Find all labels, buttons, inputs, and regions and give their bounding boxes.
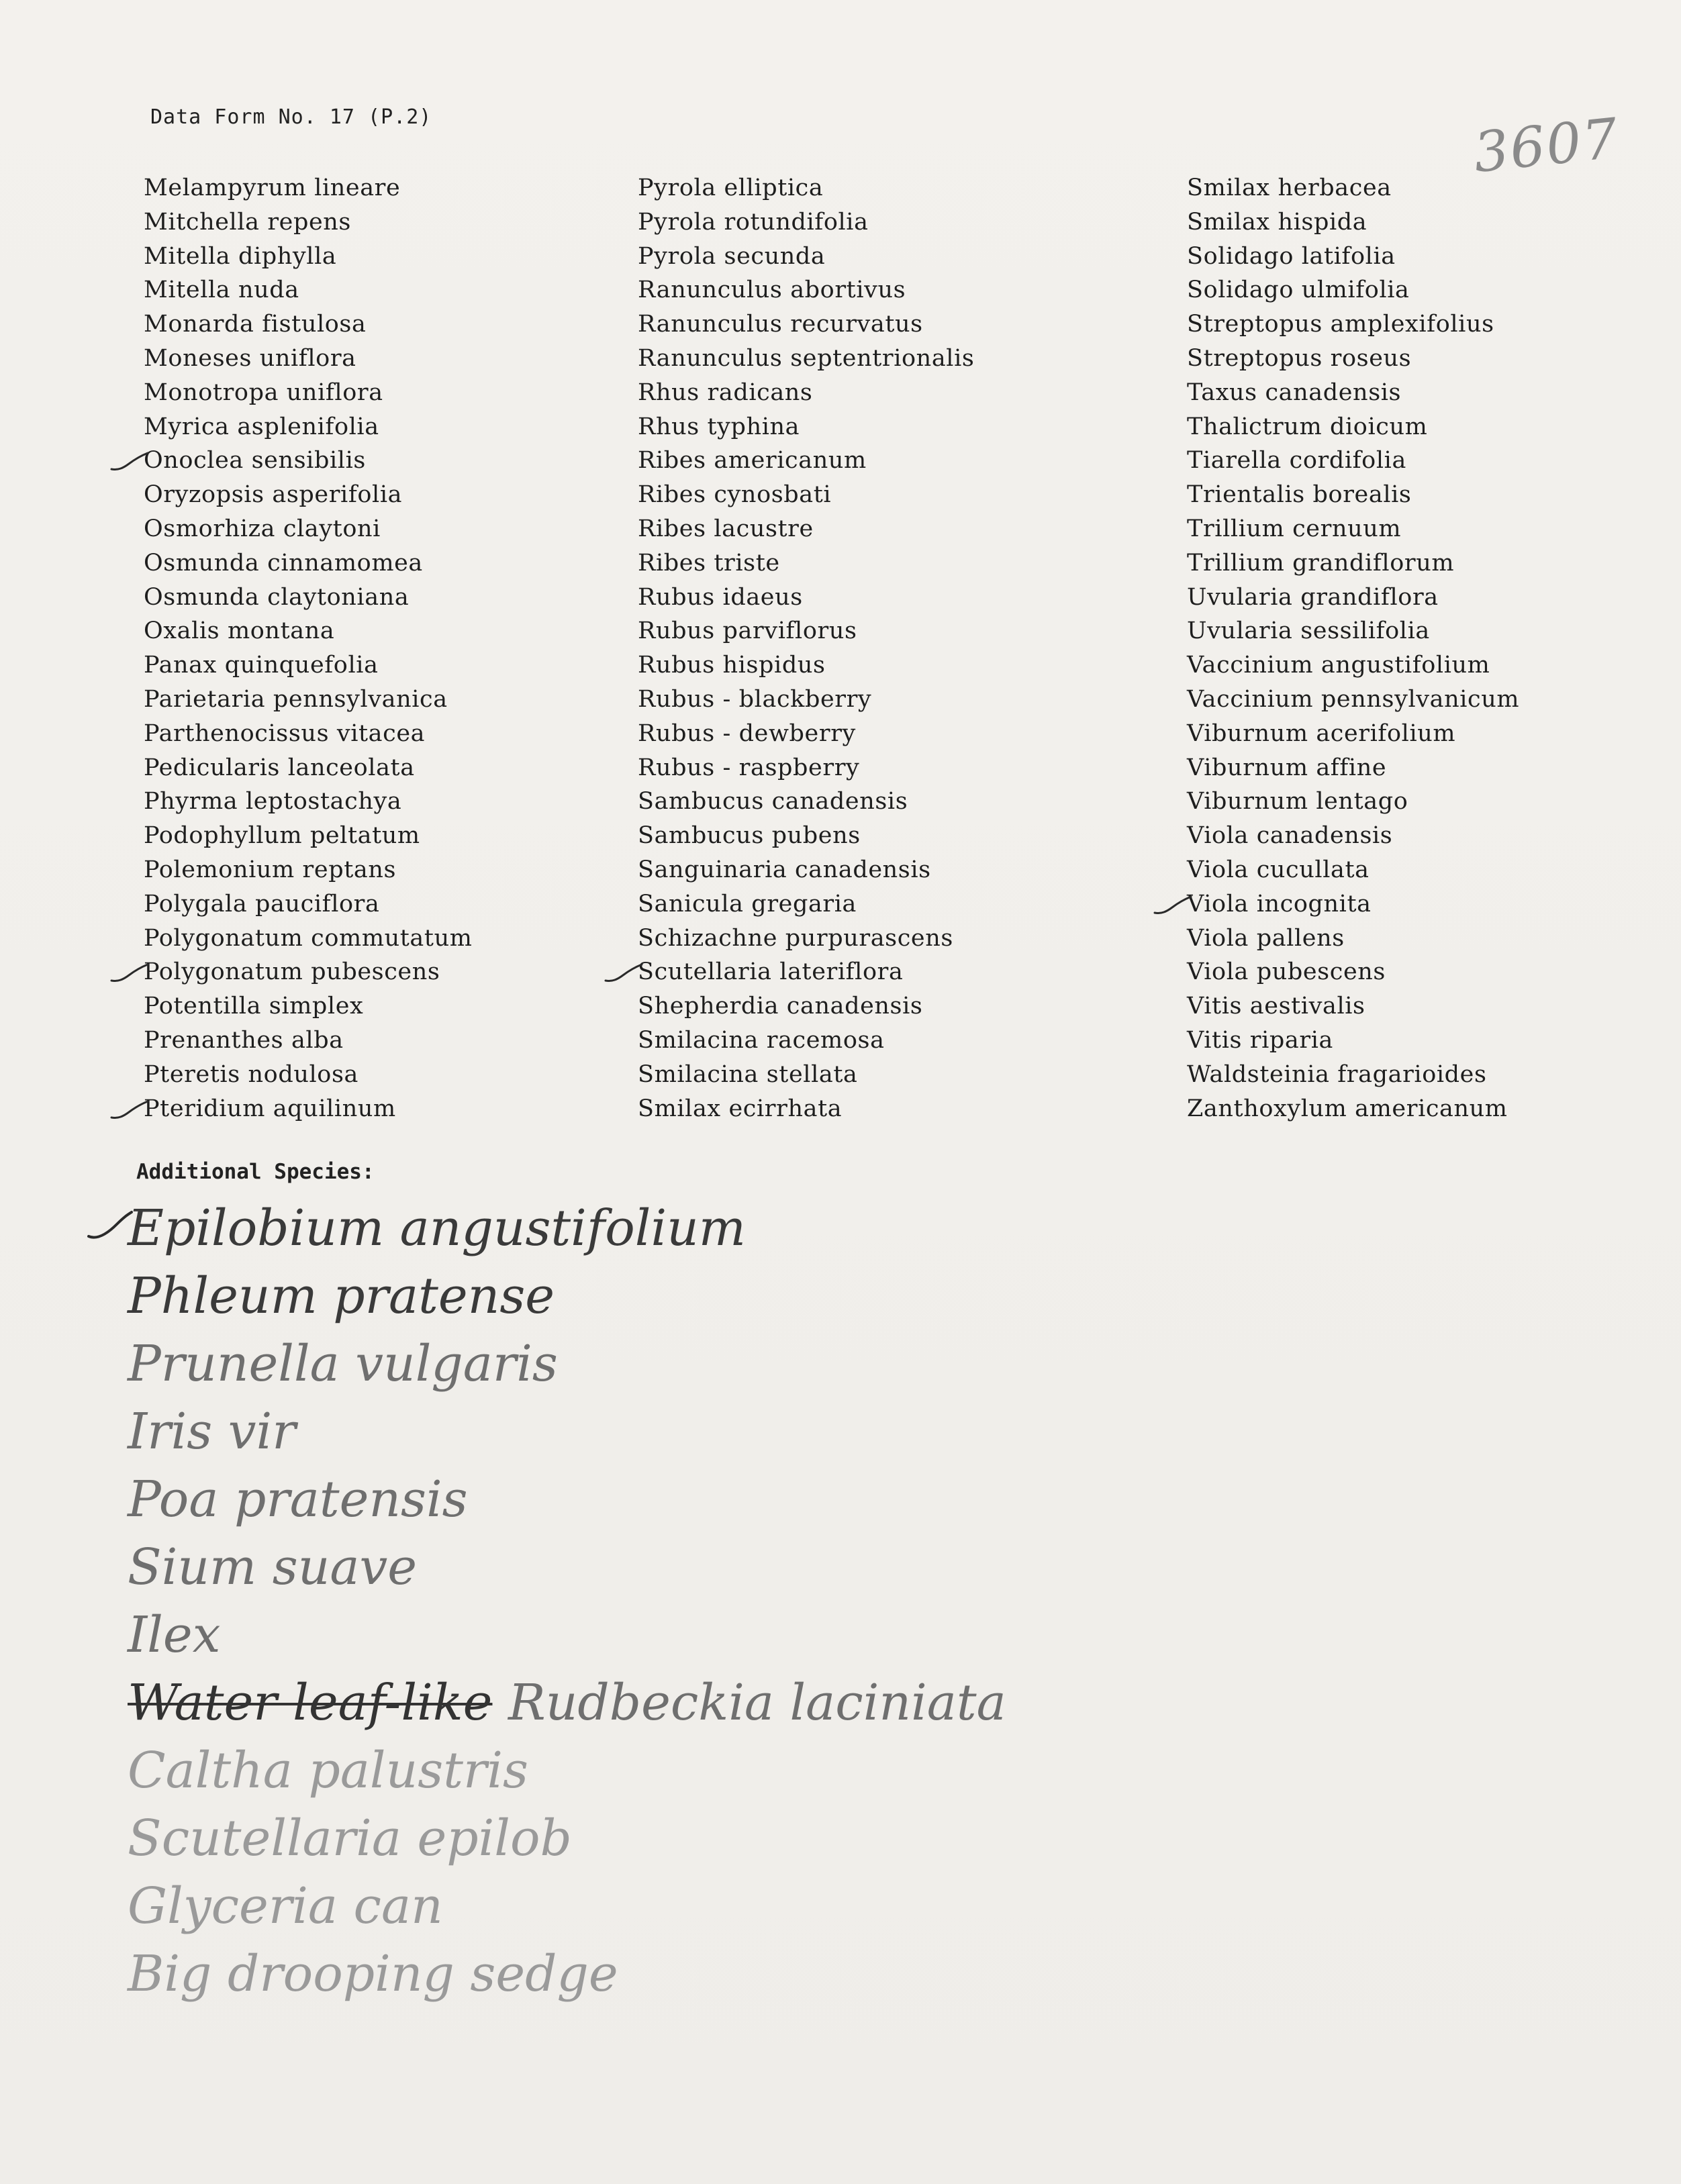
checkmark-icon	[109, 450, 149, 473]
species-item	[144, 171, 473, 205]
species-item	[1187, 581, 1519, 615]
species-column-1	[144, 171, 473, 1126]
species-name: Viola canadensis	[1187, 822, 1393, 850]
handwritten-species-name: Glyceria can	[128, 1877, 443, 1935]
species-item	[1187, 376, 1519, 410]
species-name: Sambucus canadensis	[638, 788, 908, 815]
species-name: Sambucus pubens	[638, 822, 861, 850]
species-name: Ribes triste	[638, 549, 780, 577]
species-item	[1187, 171, 1519, 205]
species-item	[144, 1058, 473, 1092]
species-column-3	[1187, 171, 1519, 1126]
species-name: Osmunda claytoniana	[144, 583, 410, 611]
form-title: Data Form No. 17 (P.2)	[150, 105, 432, 129]
species-name: Rubus - blackberry	[638, 685, 872, 713]
checkmark-icon	[1152, 894, 1192, 917]
species-item	[638, 955, 974, 989]
species-name: Streptopus roseus	[1187, 344, 1412, 372]
species-name: Mitella diphylla	[144, 242, 337, 270]
species-item	[638, 1092, 974, 1126]
species-item	[1187, 922, 1519, 956]
species-name: Polygonatum commutatum	[144, 924, 473, 952]
species-item	[1187, 410, 1519, 444]
species-name: Rubus - dewberry	[638, 719, 856, 747]
species-item	[638, 1058, 974, 1092]
species-item	[144, 342, 473, 376]
species-name: Ranunculus recurvatus	[638, 311, 923, 338]
species-item	[1187, 1058, 1519, 1092]
species-item	[144, 648, 473, 683]
species-name: Smilax hispida	[1187, 208, 1367, 236]
species-name: Oryzopsis asperifolia	[144, 481, 403, 509]
species-item	[638, 717, 974, 751]
species-name: Mitchella repens	[144, 208, 351, 236]
species-item	[144, 955, 473, 989]
species-item	[638, 853, 974, 887]
handwritten-species-item	[128, 1805, 1006, 1873]
species-name: Uvularia sessilifolia	[1187, 617, 1430, 645]
species-name: Smilax herbacea	[1187, 175, 1392, 201]
species-item	[638, 512, 974, 546]
species-name: Scutellaria lateriflora	[638, 958, 904, 986]
species-name: Ranunculus septentrionalis	[638, 344, 975, 372]
species-item	[144, 273, 473, 307]
species-name: Parietaria pennsylvanica	[144, 685, 448, 713]
species-name: Polygala pauciflora	[144, 890, 380, 917]
species-name: Trientalis borealis	[1187, 481, 1412, 509]
species-item	[1187, 785, 1519, 819]
species-name: Schizachne purpurascens	[638, 924, 953, 952]
species-item	[638, 922, 974, 956]
species-item	[1187, 683, 1519, 717]
species-item	[638, 1024, 974, 1058]
species-item	[638, 989, 974, 1024]
species-item	[144, 717, 473, 751]
species-item	[1187, 955, 1519, 989]
species-name: Rubus - raspberry	[638, 754, 860, 781]
species-name: Trillium grandiflorum	[1187, 549, 1455, 577]
species-item	[144, 1092, 473, 1126]
species-item	[1187, 751, 1519, 785]
species-item	[144, 240, 473, 274]
species-name: Melampyrum lineare	[144, 175, 401, 201]
species-item	[144, 581, 473, 615]
handwritten-species-item	[128, 1669, 1006, 1737]
handwritten-species-item	[128, 1398, 1006, 1466]
species-name: Streptopus amplexifolius	[1187, 311, 1494, 338]
species-item	[638, 273, 974, 307]
species-name: Rubus idaeus	[638, 583, 803, 611]
species-name: Pyrola rotundifolia	[638, 208, 869, 236]
species-item	[638, 307, 974, 342]
species-item	[144, 410, 473, 444]
species-item	[1187, 273, 1519, 307]
species-name: Ribes lacustre	[638, 515, 814, 542]
handwritten-species-name: Scutellaria epilob	[128, 1809, 572, 1867]
species-item	[144, 989, 473, 1024]
species-name: Smilacina stellata	[638, 1060, 858, 1088]
species-item	[638, 171, 974, 205]
species-name: Onoclea sensibilis	[144, 447, 366, 475]
species-item	[1187, 546, 1519, 581]
handwritten-species-item	[128, 1534, 1006, 1601]
species-name: Myrica asplenifolia	[144, 413, 379, 440]
species-name: Solidago latifolia	[1187, 242, 1396, 270]
handwritten-species-list	[128, 1195, 1006, 2008]
species-name: Potentilla simplex	[144, 993, 364, 1020]
species-name: Pedicularis lanceolata	[144, 754, 415, 781]
species-item	[638, 614, 974, 648]
species-item	[638, 683, 974, 717]
species-item	[1187, 1092, 1519, 1126]
handwritten-species-name: Ilex	[128, 1606, 221, 1664]
species-name: Ranunculus abortivus	[638, 277, 906, 304]
handwritten-species-item	[128, 1873, 1006, 1940]
additional-species-heading: Additional Species:	[136, 1160, 375, 1184]
species-name: Ribes cynosbati	[638, 481, 832, 509]
species-name: Smilax ecirrhata	[638, 1095, 843, 1122]
species-name: Moneses uniflora	[144, 344, 356, 372]
handwritten-species-name: Poa pratensis	[128, 1471, 468, 1528]
species-name: Parthenocissus vitacea	[144, 719, 426, 747]
species-item	[144, 819, 473, 853]
species-item	[1187, 989, 1519, 1024]
handwritten-species-item	[128, 1466, 1006, 1534]
species-item	[638, 546, 974, 581]
handwritten-species-item	[128, 1737, 1006, 1805]
species-item	[638, 887, 974, 922]
species-name: Oxalis montana	[144, 617, 335, 645]
species-item	[638, 205, 974, 240]
species-name: Zanthoxylum americanum	[1187, 1095, 1508, 1122]
checkmark-icon	[86, 1209, 133, 1243]
species-item	[144, 853, 473, 887]
species-item	[638, 240, 974, 274]
species-name: Pteridium aquilinum	[144, 1095, 396, 1122]
species-item	[144, 376, 473, 410]
species-item	[1187, 512, 1519, 546]
species-name: Polygonatum pubescens	[144, 958, 440, 986]
species-name: Osmunda cinnamomea	[144, 549, 423, 577]
species-item	[1187, 478, 1519, 512]
species-name: Viburnum affine	[1187, 754, 1387, 781]
species-item	[144, 205, 473, 240]
species-item	[144, 478, 473, 512]
handwritten-species-item	[128, 1940, 1006, 2008]
species-name: Pteretis nodulosa	[144, 1060, 358, 1088]
species-item	[144, 683, 473, 717]
species-column-2	[638, 171, 974, 1126]
checkmark-icon	[603, 962, 643, 985]
species-name: Thalictrum dioicum	[1187, 413, 1428, 440]
species-name: Taxus canadensis	[1187, 379, 1402, 406]
checkmark-icon	[109, 962, 149, 985]
species-item	[1187, 205, 1519, 240]
species-name: Monarda fistulosa	[144, 311, 367, 338]
species-name: Rhus typhina	[638, 413, 800, 440]
handwritten-species-name: Big drooping sedge	[128, 1945, 618, 2003]
species-item	[638, 478, 974, 512]
handwritten-species-item	[128, 1262, 1006, 1330]
species-item	[1187, 614, 1519, 648]
species-item	[638, 785, 974, 819]
struck-through-text: Water leaf-like	[128, 1674, 493, 1732]
handwritten-species-name: Caltha palustris	[128, 1742, 528, 1799]
species-name: Tiarella cordifolia	[1187, 447, 1406, 475]
species-name: Podophyllum peltatum	[144, 822, 420, 850]
species-item	[144, 546, 473, 581]
species-item	[638, 819, 974, 853]
species-item	[638, 410, 974, 444]
species-name: Phyrma leptostachya	[144, 788, 402, 815]
species-name: Waldsteinia fragarioides	[1187, 1060, 1487, 1088]
species-name: Vaccinium pennsylvanicum	[1187, 685, 1520, 713]
species-item	[1187, 342, 1519, 376]
species-name: Vitis riparia	[1187, 1026, 1333, 1054]
species-name: Mitella nuda	[144, 277, 299, 304]
species-name: Viola incognita	[1187, 890, 1372, 917]
species-name: Viburnum acerifolium	[1187, 719, 1456, 747]
species-name: Viola pallens	[1187, 924, 1345, 952]
species-name: Viburnum lentago	[1187, 788, 1408, 815]
species-name: Vaccinium angustifolium	[1187, 652, 1490, 679]
species-item	[638, 581, 974, 615]
species-item	[638, 751, 974, 785]
handwritten-page-number: 3607	[1470, 106, 1623, 186]
species-item	[1187, 819, 1519, 853]
species-name: Trillium cernuum	[1187, 515, 1402, 542]
species-name: Pyrola elliptica	[638, 175, 824, 201]
species-item	[1187, 887, 1519, 922]
species-name: Smilacina racemosa	[638, 1026, 885, 1054]
species-name: Viola pubescens	[1187, 958, 1386, 986]
species-item	[638, 444, 974, 478]
species-item	[144, 1024, 473, 1058]
species-item	[638, 648, 974, 683]
handwritten-species-name: Sium suave	[128, 1538, 418, 1596]
species-name: Ribes americanum	[638, 447, 867, 475]
handwritten-species-name: Prunella vulgaris	[128, 1335, 558, 1393]
species-item	[144, 785, 473, 819]
species-item	[144, 751, 473, 785]
species-name: Osmorhiza claytoni	[144, 515, 381, 542]
species-name: Vitis aestivalis	[1187, 993, 1365, 1020]
handwritten-species-name: Phleum pratense	[128, 1267, 555, 1325]
species-item	[1187, 1024, 1519, 1058]
species-item	[1187, 444, 1519, 478]
species-item	[638, 342, 974, 376]
species-name: Sanicula gregaria	[638, 890, 857, 917]
species-name: Solidago ulmifolia	[1187, 277, 1410, 304]
handwritten-species-item	[128, 1330, 1006, 1398]
species-item	[1187, 307, 1519, 342]
species-name: Rubus parviflorus	[638, 617, 857, 645]
species-item	[144, 307, 473, 342]
species-name: Rhus radicans	[638, 379, 813, 406]
handwritten-species-item	[128, 1601, 1006, 1669]
species-name: Rubus hispidus	[638, 652, 826, 679]
species-item	[144, 887, 473, 922]
species-item	[1187, 648, 1519, 683]
species-item	[144, 512, 473, 546]
species-item	[638, 376, 974, 410]
species-item	[144, 614, 473, 648]
handwritten-species-name: Iris vir	[128, 1403, 296, 1460]
species-item	[1187, 717, 1519, 751]
species-name: Panax quinquefolia	[144, 652, 379, 679]
handwritten-species-name: Epilobium angustifolium	[128, 1199, 746, 1257]
species-name: Prenanthes alba	[144, 1026, 344, 1054]
species-name: Monotropa uniflora	[144, 379, 383, 406]
species-name: Sanguinaria canadensis	[638, 856, 931, 883]
species-item	[1187, 853, 1519, 887]
species-item	[144, 444, 473, 478]
handwritten-species-name: Rudbeckia laciniata	[508, 1674, 1006, 1732]
species-item	[1187, 240, 1519, 274]
species-name: Uvularia grandiflora	[1187, 583, 1439, 611]
checkmark-icon	[109, 1099, 149, 1122]
handwritten-species-item	[128, 1195, 1006, 1262]
species-item	[144, 922, 473, 956]
species-name: Polemonium reptans	[144, 856, 397, 883]
species-name: Shepherdia canadensis	[638, 993, 923, 1020]
species-name: Pyrola secunda	[638, 242, 826, 270]
species-name: Viola cucullata	[1187, 856, 1370, 883]
